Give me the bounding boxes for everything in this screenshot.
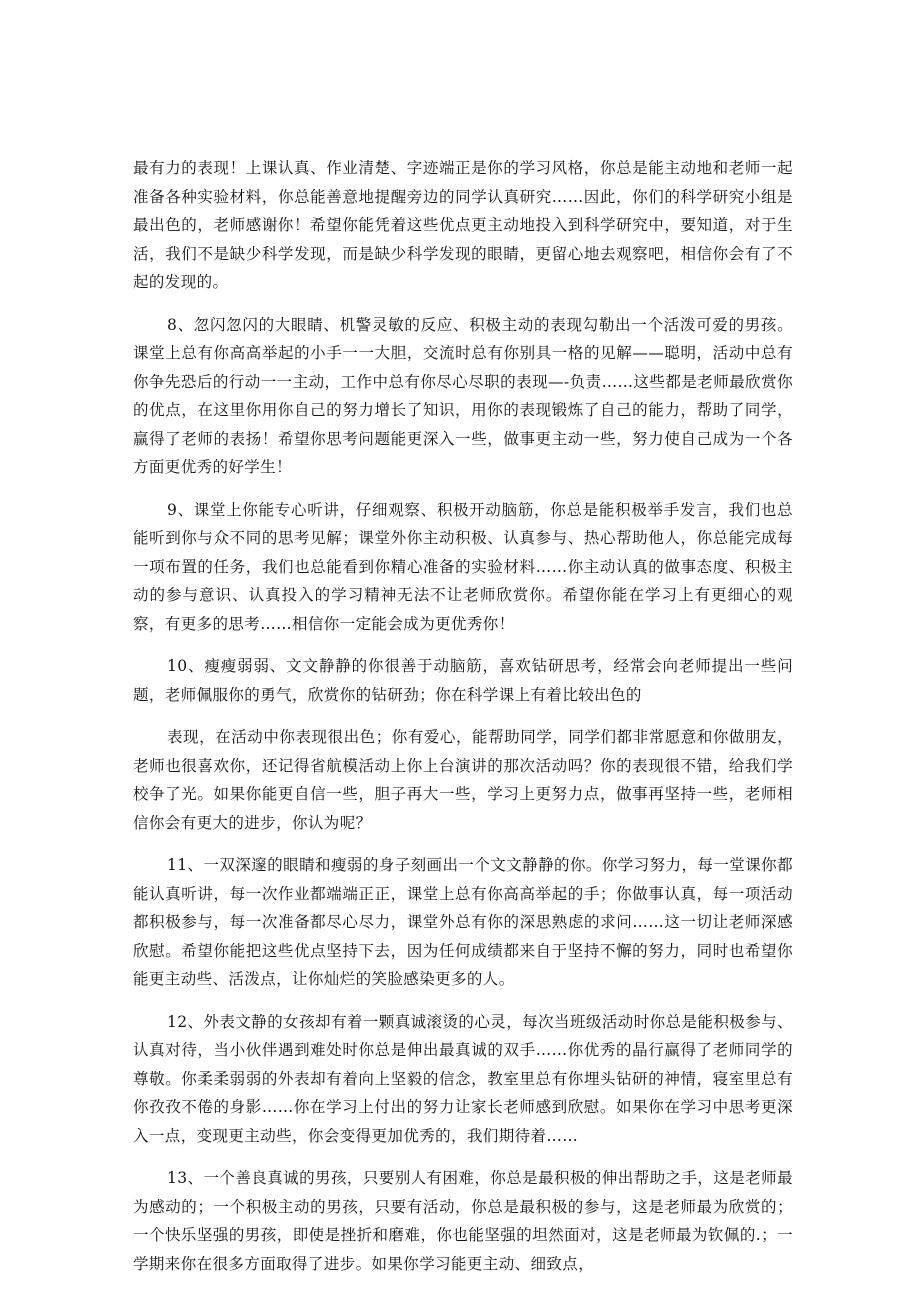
paragraph-10-part-2: 表现，在活动中你表现很出色；你有爱心，能帮助同学，同学们都非常愿意和你做朋友，老师也很喜欢你，还记得省航模活动上你上台演讲的那次活动吗？你的表现很不错，给我们学校争了光。如果你能更自信一些，胆子再大一些，学习上更努力点，做事再坚持一些，老师相信你会有更大的进步，你认为呢？ [133, 728, 793, 832]
paragraph-8: 8、忽闪忽闪的大眼睛、机警灵敏的反应、积极主动的表现勾勒出一个活泼可爱的男孩。课堂上总有你高高举起的小手一一大胆，交流时总有你别具一格的见解——聪明，活动中总有你争先恐后的行动一一主动，工作中总有你尽心尽职的表现—-负责……这些都是老师最欣赏你的优点，在这里你用你自己的努力增长了知识，用你的表现锻炼了自己的能力，帮助了同学，赢得了老师的表扬！希望你思考问题能更深入一些，做事更主动一些，努力使自己成为一个各方面更优秀的好学生！ [133, 315, 793, 476]
paragraph-12: 12、外表文静的女孩却有着一颗真诚滚烫的心灵，每次当班级活动时你总是能积极参与、认真对待，当小伙伴遇到难处时你总是伸出最真诚的双手……你优秀的晶行赢得了老师同学的尊敬。你柔柔弱弱的外表却有着向上坚毅的信念，教室里总有你埋头钻研的神情，寝室里总有你孜孜不倦的身影……你在学习上付出的努力让家长老师感到欣慰。如果你在学习中思考更深入一点，变现更主动些，你会变得更加优秀的，我们期待着…… [133, 1012, 793, 1145]
paragraph-13: 13、一个善良真诚的男孩，只要别人有困难，你总是最积极的伸出帮助之手，这是老师最为感动的；一个积极主动的男孩，只要有活动，你总是最积极的参与，这是老师最为欣赏的；一个快乐坚强的男孩，即使是挫折和磨难，你也能坚强的坦然面对，这是老师最为钦佩的.；一学期来你在很多方面取得了进步。如果你学习能更主动、细致点， [133, 1169, 793, 1273]
paragraph-intro: 最有力的表现！上课认真、作业清楚、字迹端正是你的学习风格，你总是能主动地和老师一起准备各种实验材料，你总能善意地提醒旁边的同学认真研究……因此，你们的科学研究小组是最出色的，老师感谢你！希望你能凭着这些优点更主动地投入到科学研究中，要知道，对于生活，我们不是缺少科学发现，而是缺少科学发现的眼睛，更留心地去观察吧，相信你会有了不起的发现的。 [133, 159, 793, 291]
paragraph-10-part-1: 10、瘦瘦弱弱、文文静静的你很善于动脑筋，喜欢钻研思考，经常会向老师提出一些问题，老师佩服你的勇气，欣赏你的钻研劲；你在科学课上有着比较出色的 [133, 657, 793, 704]
paragraph-11: 11、一双深邃的眼睛和瘦弱的身子刻画出一个文文静静的你。你学习努力，每一堂课你都能认真听讲，每一次作业都端端正正，课堂上总有你高高举起的手；你做事认真，每一项活动都积极参与，每一次准备都尽心尽力，课堂外总有你的深思熟虑的求问……这一切让老师深感欣慰。希望你能把这些优点坚持下去，因为任何成绩都来自于坚持不懈的努力，同时也希望你能更主动些、活泼点，让你灿烂的笑脸感染更多的人。 [133, 856, 793, 988]
document-page [133, 154, 793, 1292]
paragraph-9: 9、课堂上你能专心听讲，仔细观察、积极开动脑筋，你总是能积极举手发言，我们也总能听到你与众不同的思考见解；课堂外你主动积极、认真参与、热心帮助他人，你总能完成每一项布置的任务，我们也总能看到你精心准备的实验材料……你主动认真的做事态度、积极主动的参与意识、认真投入的学习精神无法不让老师欣赏你。希望你能在学习上有更细心的观察，有更多的思考……相信你一定能会成为更优秀你！ [133, 500, 793, 633]
